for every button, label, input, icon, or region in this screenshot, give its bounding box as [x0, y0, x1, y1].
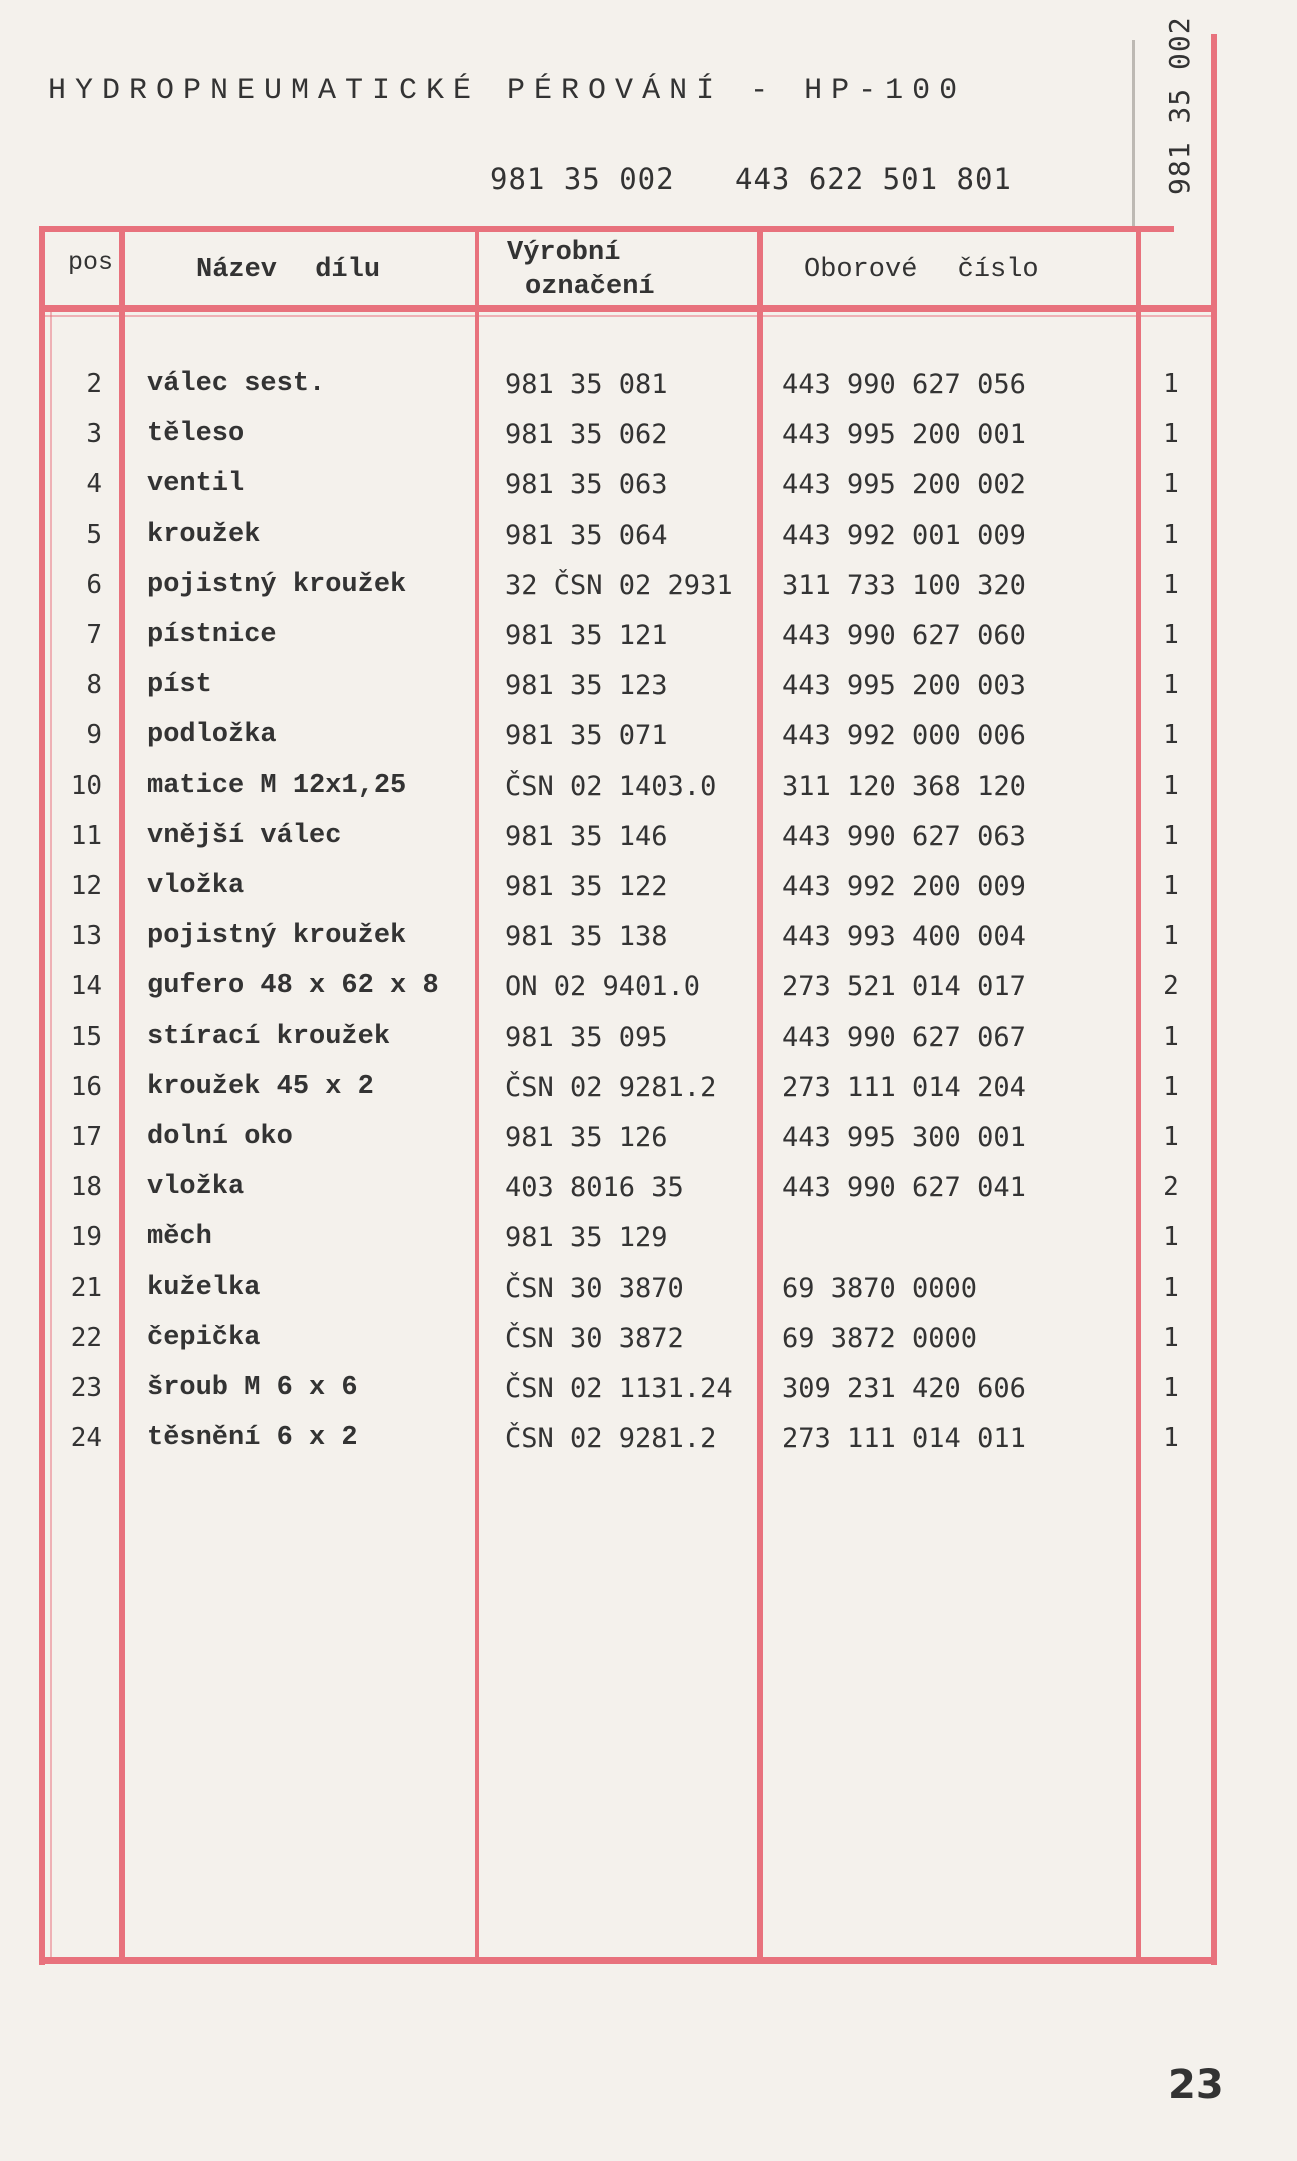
row-position: 21	[70, 1272, 102, 1303]
row-quantity: 1	[1163, 369, 1179, 399]
row-part-name: měch	[147, 1222, 212, 1253]
industry-code: 443 622 501 801	[735, 162, 1012, 196]
row-production-code: ČSN 02 9281.2	[505, 1071, 717, 1103]
row-quantity: 2	[1163, 971, 1179, 1002]
row-part-name: podložka	[147, 720, 277, 751]
table-row	[0, 1323, 1297, 1373]
row-industry-number: 443 992 000 006	[782, 720, 1026, 752]
row-production-code: ČSN 02 1403.0	[505, 770, 717, 802]
row-production-code: ČSN 02 9281.2	[505, 1423, 717, 1455]
row-industry-number: 311 733 100 320	[782, 569, 1026, 601]
row-production-code: ČSN 30 3872	[505, 1322, 684, 1354]
row-production-code: 981 35 095	[505, 1021, 668, 1053]
row-industry-number: 443 995 200 002	[782, 469, 1026, 501]
row-quantity: 1	[1163, 1122, 1179, 1152]
row-industry-number: 69 3870 0000	[782, 1272, 978, 1304]
row-position: 12	[70, 871, 102, 901]
row-part-name: vnější válec	[147, 820, 342, 851]
row-part-name: pojistný kroužek	[147, 921, 407, 952]
header-production-line1: Výrobní	[507, 238, 621, 268]
vertical-product-code: 981 35 002	[1163, 16, 1196, 195]
table-row	[0, 369, 1297, 419]
row-position: 9	[86, 720, 102, 751]
row-position: 10	[70, 770, 102, 801]
row-part-name: matice M 12x1,25	[147, 770, 407, 801]
header-production-line2: označení	[525, 272, 655, 302]
row-position: 16	[70, 1071, 102, 1102]
production-code: 981 35 002	[490, 162, 675, 196]
row-part-name: pojistný kroužek	[147, 569, 407, 600]
row-position: 7	[86, 620, 102, 650]
document-title: HYDROPNEUMATICKÉ PÉROVÁNÍ - HP-100	[48, 74, 967, 108]
table-row	[0, 670, 1297, 720]
page-number: 23	[1168, 2062, 1224, 2108]
row-part-name: těsnění 6 x 2	[147, 1423, 358, 1454]
row-quantity: 1	[1163, 419, 1179, 450]
row-production-code: 981 35 063	[505, 469, 668, 501]
row-position: 6	[86, 569, 102, 600]
row-quantity: 1	[1163, 1322, 1179, 1353]
table-row	[0, 720, 1297, 770]
table-row	[0, 971, 1297, 1021]
row-part-name: vložka	[147, 1172, 245, 1203]
row-position: 23	[70, 1373, 102, 1403]
row-production-code: 403 8016 35	[505, 1172, 684, 1204]
table-row	[0, 1273, 1297, 1323]
row-quantity: 1	[1163, 820, 1179, 851]
row-production-code: 981 35 146	[505, 820, 668, 852]
header-bottom-line	[39, 305, 1217, 312]
table-row	[0, 419, 1297, 469]
row-quantity: 1	[1163, 1222, 1179, 1253]
table-row	[0, 1072, 1297, 1122]
row-quantity: 1	[1163, 469, 1179, 500]
row-production-code: 981 35 138	[505, 921, 668, 953]
row-industry-number: 311 120 368 120	[782, 770, 1026, 802]
row-quantity: 1	[1163, 1071, 1179, 1102]
row-production-code: ON 02 9401.0	[505, 971, 701, 1003]
row-position: 24	[70, 1423, 102, 1454]
row-part-name: píst	[147, 670, 212, 701]
table-row	[0, 1222, 1297, 1272]
row-production-code: 32 ČSN 02 2931	[505, 569, 733, 601]
row-quantity: 1	[1163, 519, 1179, 550]
row-part-name: kroužek 45 x 2	[147, 1071, 374, 1102]
row-quantity: 1	[1163, 1272, 1179, 1303]
row-position: 22	[70, 1322, 102, 1353]
table-row	[0, 1022, 1297, 1072]
row-production-code: 981 35 126	[505, 1122, 668, 1153]
row-production-code: 981 35 123	[505, 670, 668, 702]
row-quantity: 1	[1163, 720, 1179, 751]
row-part-name: čepička	[147, 1322, 261, 1353]
row-position: 15	[70, 1021, 102, 1052]
table-row	[0, 1172, 1297, 1222]
row-position: 19	[70, 1222, 102, 1253]
table-row	[0, 921, 1297, 971]
row-industry-number: 309 231 420 606	[782, 1373, 1026, 1404]
row-production-code: 981 35 064	[505, 519, 668, 551]
row-part-name: dolní oko	[147, 1122, 293, 1152]
row-position: 14	[70, 971, 102, 1002]
row-part-name: gufero 48 x 62 x 8	[147, 971, 439, 1002]
row-production-code: 981 35 129	[505, 1222, 668, 1254]
row-quantity: 1	[1163, 569, 1179, 600]
row-position: 3	[86, 419, 102, 450]
row-part-name: těleso	[147, 419, 245, 450]
row-quantity: 1	[1163, 1373, 1179, 1403]
row-position: 11	[70, 820, 102, 851]
row-production-code: ČSN 02 1131.24	[505, 1373, 733, 1404]
table-row	[0, 771, 1297, 821]
row-quantity: 2	[1163, 1172, 1179, 1203]
table-row	[0, 520, 1297, 570]
row-position: 5	[86, 519, 102, 550]
row-industry-number: 443 990 627 060	[782, 620, 1026, 651]
row-industry-number: 443 990 627 063	[782, 820, 1026, 852]
row-quantity: 1	[1163, 871, 1179, 901]
row-quantity: 1	[1163, 1423, 1179, 1454]
table-row	[0, 620, 1297, 670]
row-position: 4	[86, 469, 102, 500]
row-production-code: 981 35 121	[505, 620, 668, 651]
row-quantity: 1	[1163, 670, 1179, 701]
row-industry-number: 443 990 627 056	[782, 369, 1026, 400]
row-position: 2	[86, 369, 102, 399]
row-industry-number: 443 992 001 009	[782, 519, 1026, 551]
row-part-name: vložka	[147, 871, 245, 901]
row-production-code: ČSN 30 3870	[505, 1272, 684, 1304]
row-position: 17	[70, 1122, 102, 1152]
row-industry-number: 443 995 200 003	[782, 670, 1026, 702]
row-production-code: 981 35 122	[505, 871, 668, 902]
table-row	[0, 821, 1297, 871]
vertical-code-line	[1132, 40, 1135, 226]
table-row	[0, 570, 1297, 620]
frame-bottom-border	[39, 1957, 1217, 1964]
row-part-name: kroužek	[147, 519, 261, 550]
row-industry-number: 443 990 627 041	[782, 1172, 1026, 1204]
table-row	[0, 1423, 1297, 1473]
row-quantity: 1	[1163, 1021, 1179, 1052]
header-name: Název dílu	[196, 255, 381, 285]
row-quantity: 1	[1163, 770, 1179, 801]
row-industry-number: 69 3872 0000	[782, 1322, 978, 1354]
row-position: 18	[70, 1172, 102, 1203]
row-part-name: stírací kroužek	[147, 1021, 391, 1052]
row-industry-number: 443 995 300 001	[782, 1122, 1026, 1153]
table-row	[0, 871, 1297, 921]
row-quantity: 1	[1163, 620, 1179, 650]
row-part-name: šroub M 6 x 6	[147, 1373, 358, 1403]
row-production-code: 981 35 071	[505, 720, 668, 752]
row-industry-number: 443 990 627 067	[782, 1021, 1026, 1053]
row-part-name: ventil	[147, 469, 245, 500]
row-quantity: 1	[1163, 921, 1179, 952]
row-part-name: kuželka	[147, 1272, 261, 1303]
row-industry-number: 273 111 014 011	[782, 1423, 1026, 1455]
header-underline	[45, 315, 1211, 317]
row-industry-number: 443 992 200 009	[782, 871, 1026, 902]
row-position: 13	[70, 921, 102, 952]
row-part-name: válec sest.	[147, 369, 326, 399]
row-production-code: 981 35 062	[505, 419, 668, 451]
row-production-code: 981 35 081	[505, 369, 668, 400]
row-industry-number: 443 993 400 004	[782, 921, 1026, 953]
row-industry-number: 273 521 014 017	[782, 971, 1026, 1003]
row-position: 8	[86, 670, 102, 701]
row-industry-number: 273 111 014 204	[782, 1071, 1026, 1103]
table-row	[0, 469, 1297, 519]
header-pos: pos	[68, 248, 114, 277]
row-industry-number: 443 995 200 001	[782, 419, 1026, 451]
table-row	[0, 1373, 1297, 1423]
header-top-line	[39, 226, 1174, 232]
header-industry-number: Oborové číslo	[804, 255, 1039, 285]
row-part-name: pístnice	[147, 620, 277, 650]
table-row	[0, 1122, 1297, 1172]
